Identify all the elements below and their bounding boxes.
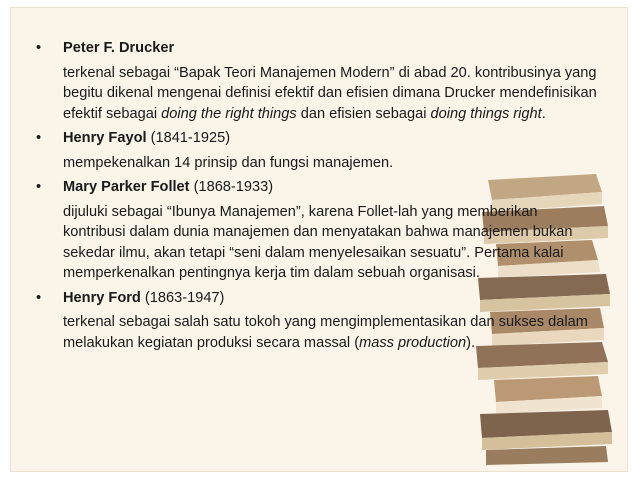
bullet: • [36,40,42,56]
person-years: (1841-1925) [146,130,231,146]
person-description: dijuluki sebagai “Ibunya Manajemen”, karena Follet-lah yang memberikan kontribusi dalam dunia manajemen dan menyatakan bahwa manajemen bukan sekedar ilmu, akan tetapi “seni dalam menyelesaikan sesuatu”. Pertama kalai memperkenalkan pentingnya kerja tim dalam sebuah organisasi. [63,203,573,281]
person-description: mempekenalkan 14 prinsip dan fungsi manajemen. [63,154,394,171]
description-text: terkenal sebagai “Bapak Teori Manajemen Modern” di abad 20. kontribusinya yang begitu dikenal mengenai definisi efektif dan efisien dimana Drucker mendefinisikan efektif sebagai [63,64,597,122]
list-item-follet [34,177,599,284]
description-text: dan efisien sebagai [296,105,431,122]
description-emphasis: doing the right things [161,105,297,122]
description-text: . [541,105,546,122]
person-name: Peter F. Drucker [63,40,175,56]
person-name: Henry Ford [63,289,141,306]
list-item-ford [34,288,599,354]
person-years: (1863-1947) [140,289,225,306]
person-name: Henry Fayol [63,130,147,146]
bullet: • [36,130,42,146]
person-name: Mary Parker Follet [63,179,190,195]
person-description [63,312,599,353]
description-emphasis: mass production [359,334,467,351]
description-emphasis: doing things right [430,105,542,122]
list-item-drucker [34,38,599,124]
content-list [34,38,599,357]
person-years: (1868-1933) [189,179,274,195]
description-text: ). [466,334,476,351]
list-item-fayol [34,128,599,173]
person-description [63,63,599,125]
bullet: • [36,179,42,195]
description-text: terkenal sebagai salah satu tokoh yang mengimplementasikan dan sukses dalam melakukan kegiatan produksi secara massal ( [63,314,588,351]
bullet: • [36,289,42,306]
